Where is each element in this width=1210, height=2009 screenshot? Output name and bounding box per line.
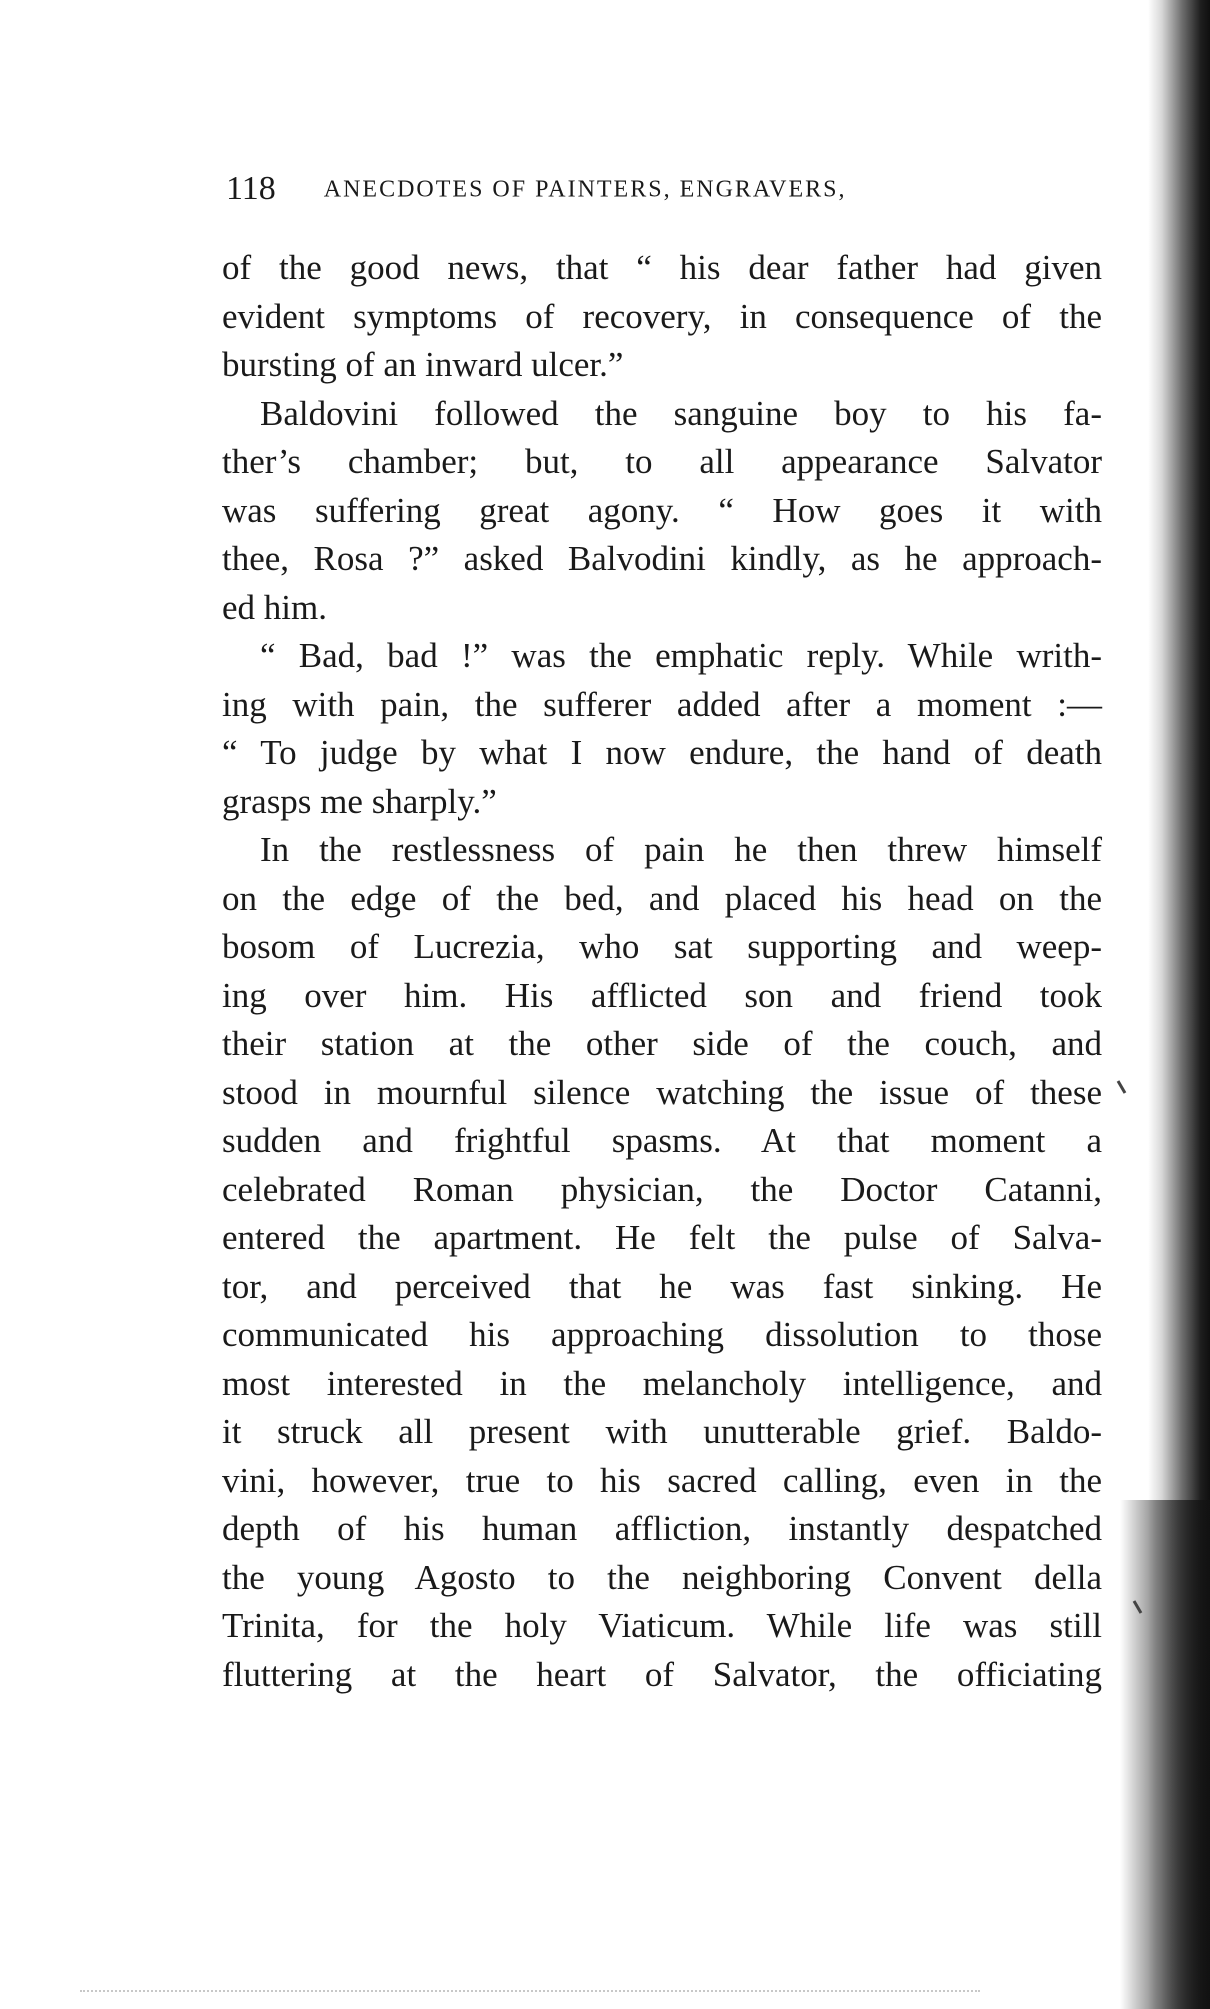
text-line: their station at the other side of the couch, and [222,1024,1102,1063]
body-text [222,244,1102,1699]
text-line: ther’s chamber; but, to all appearance Salvator [222,442,1102,481]
text-line: ing with pain, the sufferer added after a moment :— [222,684,1102,724]
text-line: thee, Rosa ?” asked Balvodini kindly, as he approach- [222,539,1102,578]
text-line: grasps me sharply.” [222,781,497,821]
text-line: depth of his human affliction, instantly despatched [222,1509,1102,1548]
text-line: ed him. [222,587,327,627]
text-line: “ To judge by what I now endure, the hand of death [222,733,1102,772]
text-line: the young Agosto to the neighboring Convent della [222,1557,1102,1597]
text-line: sudden and frightful spasms. At that moment a [222,1121,1102,1160]
scan-dust-line [80,1990,980,1995]
text-line: it struck all present with unutterable grief. Baldo- [222,1412,1102,1451]
text-line: fluttering at the heart of Salvator, the officiating [222,1654,1102,1694]
text-line: communicated his approaching dissolution to those [222,1315,1102,1354]
text-line: on the edge of the bed, and placed his head on the [222,878,1102,918]
text-line: was suffering great agony. “ How goes it with [222,490,1102,530]
text-line: Baldovini followed the sanguine boy to his fa- [260,393,1102,433]
scanned-page-edge-shadow [1120,1500,1210,2009]
text-line: of the good news, that “ his dear father had given [222,248,1102,287]
text-line: bursting of an inward ulcer.” [222,345,624,384]
page-header [226,164,1026,214]
text-line: entered the apartment. He felt the pulse of Salva- [222,1218,1102,1257]
scan-speck [1117,1080,1127,1094]
text-line: ing over him. His afflicted son and friend took [222,975,1102,1015]
text-line: “ Bad, bad !” was the emphatic reply. While writh- [260,636,1102,675]
text-line: most interested in the melancholy intelligence, and [222,1363,1102,1403]
text-line: Trinita, for the holy Viaticum. While life was still [222,1606,1102,1645]
page-number: 118 [226,170,276,208]
text-line: vini, however, true to his sacred calling, even in the [222,1460,1102,1500]
text-line: celebrated Roman physician, the Doctor Catanni, [222,1169,1102,1209]
text-line: bosom of Lucrezia, who sat supporting and weep- [222,927,1102,966]
text-line: tor, and perceived that he was fast sinking. He [222,1266,1102,1306]
text-line: stood in mournful silence watching the issue of these [222,1072,1102,1112]
running-head: ANECDOTES OF PAINTERS, ENGRAVERS, [323,176,847,203]
text-line: evident symptoms of recovery, in consequence of the [222,296,1102,336]
text-line: In the restlessness of pain he then threw himself [260,830,1102,869]
